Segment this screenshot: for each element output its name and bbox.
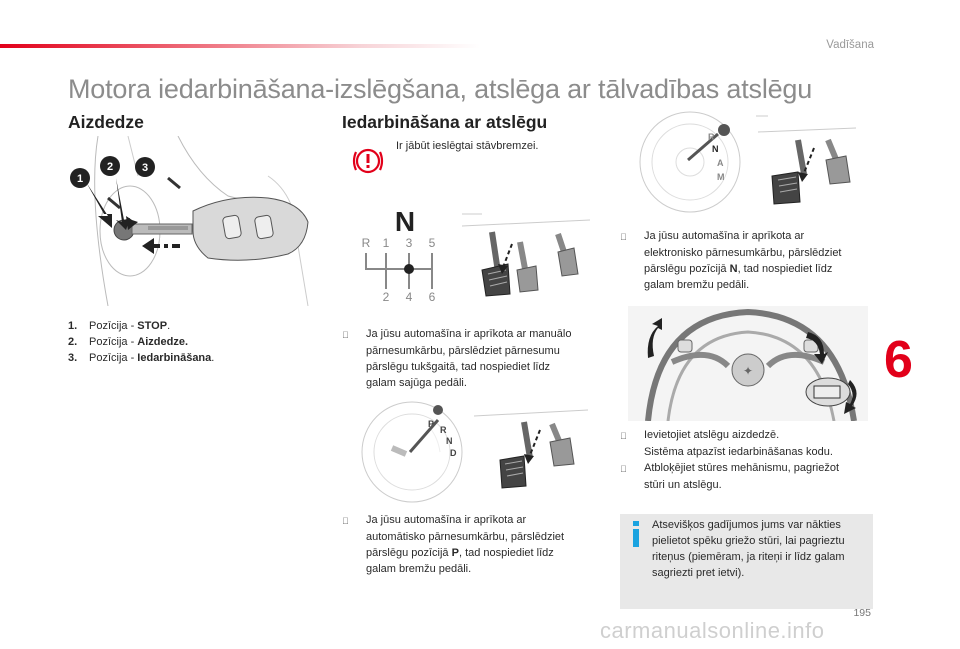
- heading-ignition: Aizdedze: [68, 112, 144, 132]
- callout-1-label: 1: [76, 173, 84, 185]
- position-item: 3. Pozīcija - Iedarbināšana.: [68, 352, 215, 364]
- gear-letter: N: [394, 206, 416, 237]
- gear-label: 6: [428, 290, 436, 304]
- manual-gearbox-instruction: Ja jūsu automašīna ir aprīkota ar manuālo pārnesumkārbu, pārslēdziet pārnesumu pārslēgu tukšgaitā, tad nospiediet līdz galam sajūga pedāli.: [366, 328, 572, 388]
- callout-3-label: 3: [141, 162, 149, 174]
- ignition-key-illustration: [68, 136, 318, 306]
- info-text: Atsevišķos gadījumos jums var nākties pielietot spēku griežo stūri, lai pagrieztu riteņus (piemēram, ja riteņi ir līdz galam sagriezti pret ietvi).: [652, 519, 845, 579]
- dial-label: M: [717, 172, 725, 182]
- gear-label: 3: [405, 236, 413, 250]
- gear-label: 1: [382, 236, 390, 250]
- position-item: 1. Pozīcija - STOP.: [68, 320, 171, 332]
- dial-label: A: [717, 158, 724, 168]
- svg-text:✦: ✦: [742, 364, 754, 378]
- manual-gearbox-diagram: [355, 205, 455, 305]
- position-item: 2. Pozīcija - Aizdedze.: [68, 336, 189, 348]
- chapter-number: 6: [884, 331, 913, 389]
- warning-icon: [350, 144, 386, 178]
- steering-wheel-illustration: [628, 306, 868, 421]
- dial-label: R: [708, 132, 715, 142]
- dial-label: P: [428, 419, 435, 429]
- dial-label: N: [712, 144, 719, 154]
- page-number: 195: [853, 607, 871, 619]
- ignition-positions-list: [68, 318, 308, 366]
- electronic-gearbox-illustration: [628, 110, 860, 222]
- dial-label: N: [446, 436, 453, 446]
- insert-key-instructions: Ievietojiet atslēgu aizdedzē. Sistēma atpazīst iedarbināšanas kodu. Atbloķējiet stūres mehānismu, pagriežot stūri un atslēgu.: [644, 429, 840, 489]
- gear-label: 2: [382, 290, 390, 304]
- parking-brake-warning: Ir jābūt ieslēgtai stāvbremzei.: [396, 140, 539, 152]
- dial-label: R: [440, 425, 447, 435]
- watermark-text: carmanualsonline.info: [600, 618, 825, 643]
- gear-label: 5: [428, 236, 436, 250]
- dial-label: D: [450, 448, 457, 458]
- automatic-gearbox-instruction: Ja jūsu automašīna ir aprīkota ar automātisko pārnesumkārbu, pārslēdziet pārslēgu pozīcijā P, tad nospiediet līdz galam bremžu pedāli.: [366, 514, 565, 574]
- clutch-pedal-illustration: [462, 212, 590, 307]
- gear-label: 4: [405, 290, 413, 304]
- gear-label: R: [361, 236, 371, 250]
- heading-start-with-key: Iedarbināšana ar atslēgu: [342, 112, 548, 132]
- automatic-gearbox-illustration: [360, 398, 588, 503]
- page-title: Motora iedarbināšana-izslēgšana, atslēga ar tālvadības atslēgu: [68, 74, 813, 104]
- section-title: Vadīšana: [826, 39, 874, 51]
- callout-2-label: 2: [106, 161, 114, 173]
- info-icon: [631, 521, 641, 547]
- electronic-gearbox-instruction: Ja jūsu automašīna ir aprīkota ar elektronisko pārnesumkārbu, pārslēdziet pārslēgu pozīcijā N, tad nospiediet līdz galam bremžu pedāli.: [644, 230, 842, 290]
- header-accent-bar: [0, 44, 480, 48]
